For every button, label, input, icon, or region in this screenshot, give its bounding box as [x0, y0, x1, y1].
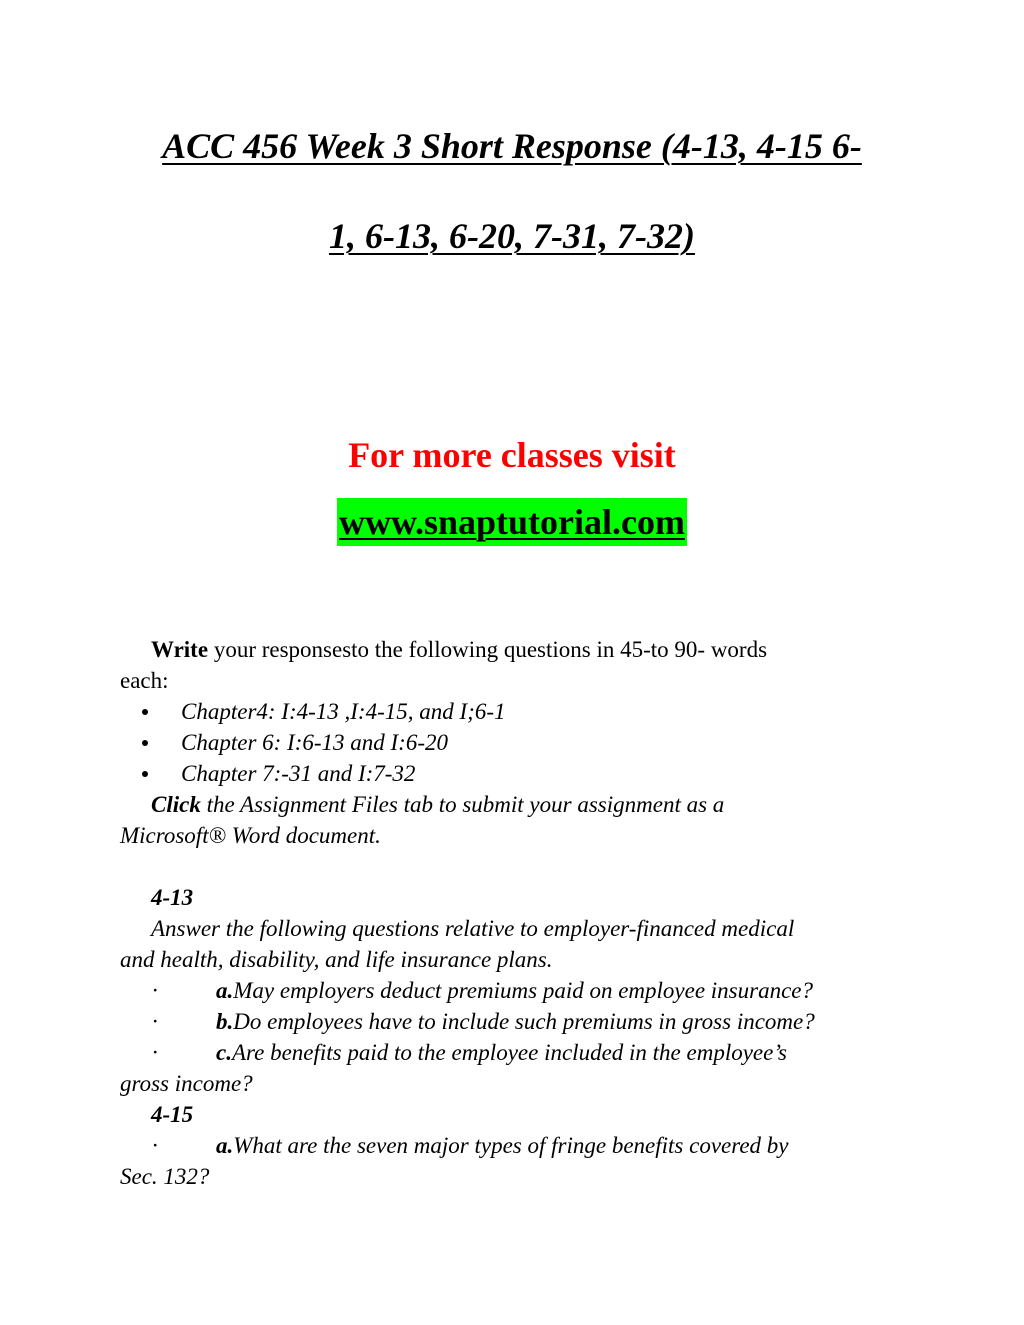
promo-site-link[interactable]: www.snaptutorial.com: [337, 498, 687, 546]
bullet-dot-icon: [142, 771, 148, 777]
question-heading-4-15: 4-15: [151, 1102, 194, 1127]
bullet-dot-icon: [142, 740, 148, 746]
intro-line-1: [151, 634, 767, 665]
chapter-text: Chapter4: I:4-13 ,I:4-15, and I;6-1: [181, 699, 506, 724]
question-prompt-line-1: Answer the following questions relative to employer-financed medical: [151, 916, 795, 941]
question-prompt-line-2: and health, disability, and life insurance plans.: [120, 947, 553, 972]
sub-item-marker: ·: [152, 1133, 158, 1158]
promo-link-wrapper: [0, 498, 1024, 555]
sub-item-label: a.: [216, 1133, 234, 1158]
intro-rest: your responsesto the following questions in 45-to 90- words: [208, 637, 768, 662]
document-title-line-2: 1, 6-13, 6-20, 7-31, 7-32): [329, 216, 695, 256]
promo-visit-text: For more classes visit: [348, 435, 676, 475]
sub-item-label: c.: [216, 1040, 232, 1065]
document-title-line-1: ACC 456 Week 3 Short Response (4-13, 4-15 6-: [162, 126, 862, 166]
sub-item-label: b.: [216, 1009, 234, 1034]
intro-line-2: each:: [120, 668, 169, 693]
submit-line-2: Microsoft® Word document.: [120, 823, 381, 848]
sub-item-marker: ·: [152, 978, 158, 1003]
sub-item-marker: ·: [152, 1009, 158, 1034]
sub-item-continuation: gross income?: [120, 1071, 253, 1096]
sub-item-text: May employers deduct premiums paid on employee insurance?: [233, 978, 814, 1003]
sub-item-text: What are the seven major types of fringe benefits covered by: [233, 1133, 789, 1158]
question-heading-4-13: 4-13: [151, 885, 194, 910]
intro-lead-word: Write: [151, 637, 209, 662]
sub-item-text: Do employees have to include such premiums in gross income?: [233, 1009, 815, 1034]
submit-lead-word: Click: [151, 792, 201, 817]
sub-item-text: Are benefits paid to the employee included in the employee’s: [231, 1040, 787, 1065]
document-body: [120, 634, 920, 1194]
chapter-text: Chapter 6: I:6-13 and I:6-20: [181, 730, 449, 755]
sub-item-continuation: Sec. 132?: [120, 1164, 210, 1189]
submit-line-1: [151, 789, 724, 820]
sub-item-label: a.: [216, 978, 234, 1003]
sub-item-marker: ·: [152, 1040, 158, 1065]
chapter-text: Chapter 7:-31 and I:7-32: [181, 761, 416, 786]
submit-rest: the Assignment Files tab to submit your assignment as a: [200, 792, 725, 817]
bullet-dot-icon: [142, 709, 148, 715]
